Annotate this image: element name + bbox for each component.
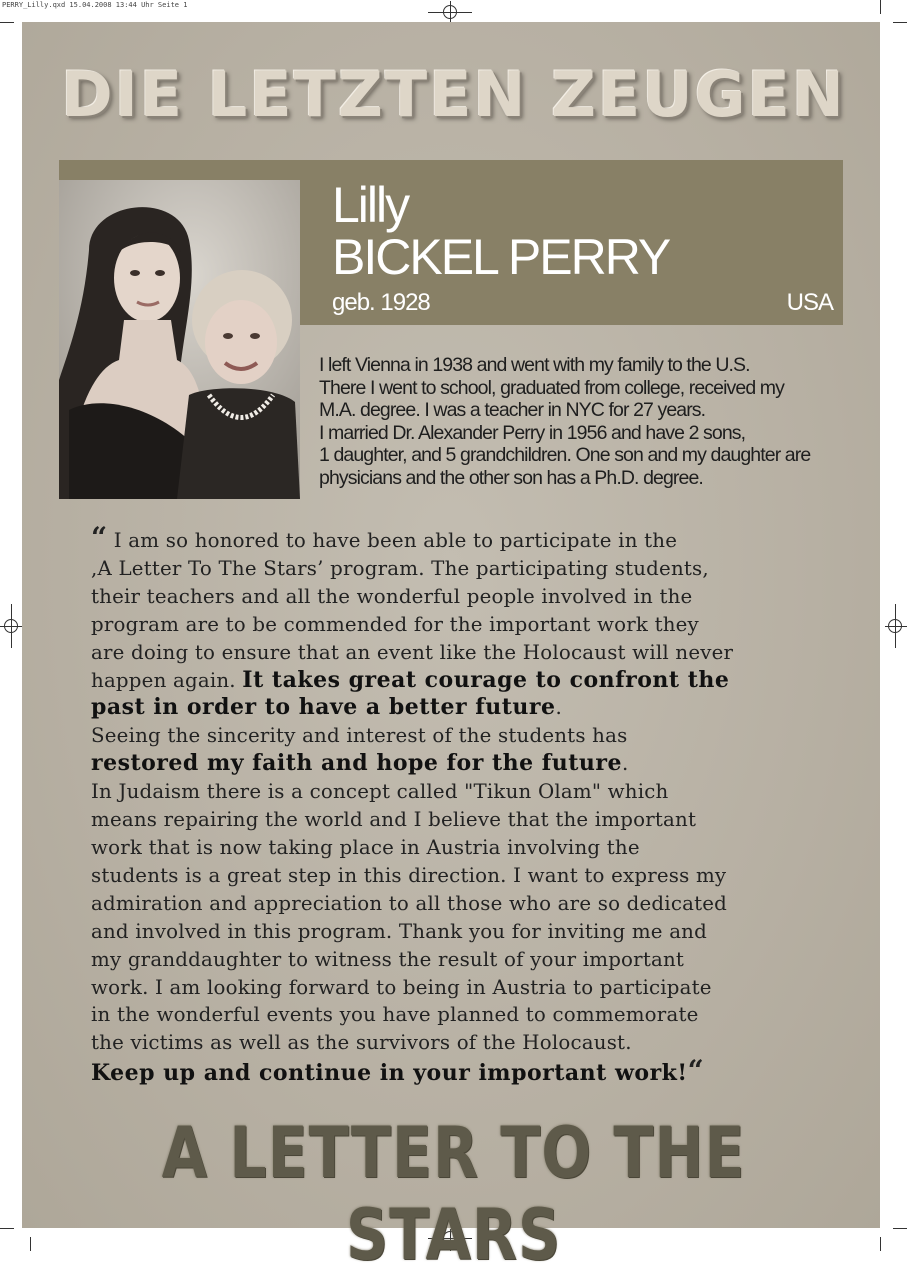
quote-line (91, 667, 851, 695)
crop-mark-bottom-right-v (880, 1237, 881, 1251)
quote-line: and involved in this program. Thank you for inviting me and (91, 919, 707, 943)
quote-line: are doing to ensure that an event like the Holocaust will never (91, 640, 734, 664)
crop-mark-bottom-left (0, 1228, 14, 1229)
crop-mark-top-right (893, 22, 907, 23)
series-title: DIE LETZTEN ZEUGEN (61, 58, 846, 131)
registration-mark-left (4, 619, 18, 633)
quote-line: the victims as well as the survivors of the Holocaust. (91, 1031, 632, 1055)
quote-line: means repairing the world and I believe that the important (91, 808, 697, 832)
crop-mark-top-right-v (880, 0, 881, 14)
quote-line: students is a great step in this direction. I want to express my (91, 863, 727, 887)
bio-line: I left Vienna in 1938 and went with my family to the U.S. (319, 354, 750, 376)
quote-line: program are to be commended for the important work they (91, 612, 699, 636)
quote-line (91, 1054, 851, 1088)
birth-year: geb. 1928 (332, 289, 430, 316)
crop-mark-bottom-left-v (30, 1237, 31, 1251)
bio-line: 1 daughter, and 5 grandchildren. One son and my daughter are (319, 444, 811, 466)
quote-line: In Judaism there is a concept called "Tikun Olam" which (91, 780, 669, 804)
quote-line (91, 694, 851, 722)
registration-mark-right (888, 619, 902, 633)
bio-line: There I went to school, graduated from college, received my (319, 376, 784, 399)
quote-emphasis: past in order to have a better future (91, 694, 556, 721)
bio-line: M.A. degree. I was a teacher in NYC for 27 years. (319, 399, 706, 421)
portrait-illustration (59, 180, 300, 499)
portrait-photo (59, 180, 300, 499)
quote-text: . (555, 696, 563, 720)
biography (319, 354, 849, 489)
quote-line: admiration and appreciation to all those who are so dedicated (91, 891, 728, 915)
open-quote-mark: “ (91, 521, 108, 554)
crop-mark-top-left (0, 22, 14, 23)
testimony-quote (91, 521, 851, 1088)
quote-emphasis: It takes great courage to confront the (242, 666, 730, 693)
quote-text: . (621, 752, 629, 776)
witness-first-name: Lilly (332, 177, 409, 233)
quote-line: work. I am looking forward to being in Austria to participate (91, 975, 712, 999)
quote-line: ,A Letter To The Stars’ program. The participating students, (91, 556, 709, 580)
quote-line: Seeing the sincerity and interest of the students has (91, 724, 628, 748)
witness-last-name: BICKEL PERRY (332, 229, 670, 285)
quote-line: my granddaughter to witness the result of your important (91, 947, 685, 971)
bio-line: physicians and the other son has a Ph.D. degree. (319, 466, 703, 489)
quote-text: I am so honored to have been able to participate in the (107, 529, 678, 552)
quote-emphasis: restored my faith and hope for the future (91, 750, 622, 777)
registration-mark-top (443, 5, 457, 19)
project-title: A LETTER TO THE STARS (161, 1112, 746, 1276)
close-quote-mark: “ (687, 1054, 704, 1088)
print-slug: PERRY_Lilly.qxd 15.04.2008 13:44 Uhr Seite 1 (2, 1, 188, 9)
quote-line (91, 750, 851, 778)
quote-line: work that is now taking place in Austria involving the (91, 835, 640, 859)
quote-emphasis: Keep up and continue in your important work! (91, 1060, 688, 1087)
country: USA (786, 289, 833, 316)
quote-line (91, 521, 851, 555)
quote-line: in the wonderful events you have planned to commemorate (91, 1003, 699, 1027)
quote-text: happen again. (91, 668, 243, 692)
crop-mark-bottom-right (893, 1228, 907, 1229)
bio-line: I married Dr. Alexander Perry in 1956 and have 2 sons, (319, 421, 746, 444)
quote-line: their teachers and all the wonderful people involved in the (91, 584, 693, 608)
